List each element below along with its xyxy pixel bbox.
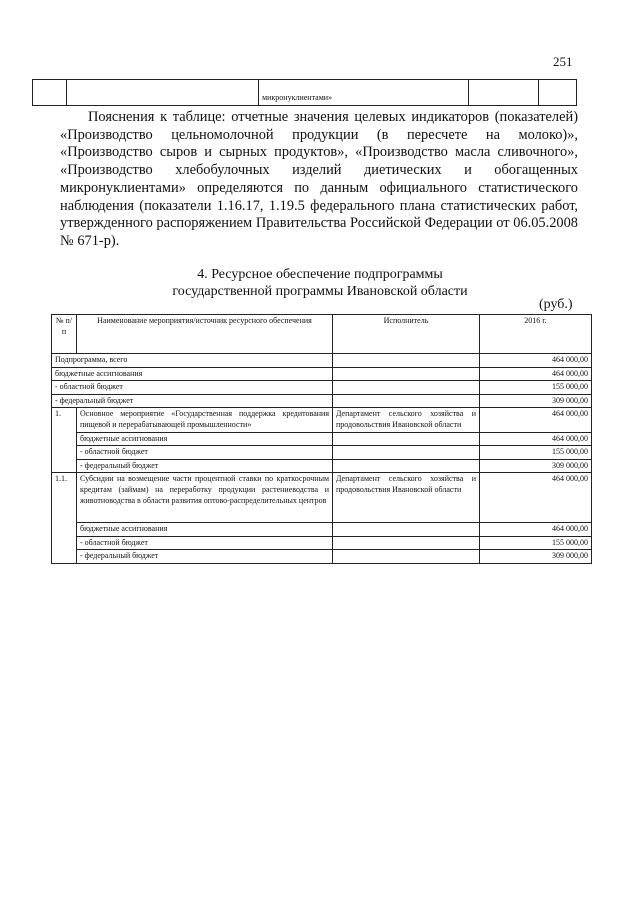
row-num: 1.: [52, 408, 77, 473]
table-header-row: [52, 315, 592, 354]
table-row: [52, 523, 592, 537]
table-row: [52, 381, 592, 395]
measure-value: 464 000,00: [480, 408, 592, 432]
resource-table: [51, 314, 592, 564]
table-explanation-paragraph: Пояснения к таблице: отчетные значения целевых индикаторов (показателей) «Производство цельномолочной продукции (в пересчете на молоко)», «Производство сыров и сырных продуктов», «Производство масла сливочного», «Производство хлебобулочных изделий диетических и обогащенных микронуклиентами» определяются по данным официального статистического наблюдения (показатели 1.16.17, 1.19.5 федерального плана статистических работ, утвержденного распоряжением Правительства Российской Федерации от 06.05.2008 № 671-р).: [60, 109, 578, 249]
table-row: [52, 473, 592, 523]
summary-value: 464 000,00: [480, 367, 592, 381]
table-row: [52, 367, 592, 381]
table-row: [52, 550, 592, 564]
header-num: № п/п: [52, 315, 77, 354]
source-label: - областной бюджет: [77, 536, 333, 550]
header-year: 2016 г.: [480, 315, 592, 354]
fragment-cell: микронуклиентами»: [259, 80, 469, 106]
source-value: 155 000,00: [480, 446, 592, 460]
row-num: 1.1.: [52, 473, 77, 564]
source-value: 155 000,00: [480, 536, 592, 550]
source-label: бюджетные ассигнования: [77, 432, 333, 446]
table-row: [52, 394, 592, 408]
table-row: [52, 536, 592, 550]
measure-executor: Департамент сельского хозяйства и продовольствия Ивановской области: [333, 408, 480, 432]
source-value: 309 000,00: [480, 459, 592, 473]
source-value: 309 000,00: [480, 550, 592, 564]
section-title-line2: государственной программы Ивановской области: [172, 284, 468, 299]
summary-label: - областной бюджет: [52, 381, 333, 395]
table-row: [52, 459, 592, 473]
table-row: [52, 446, 592, 460]
measure-name: Субсидии на возмещение части процентной ставки по краткосрочным кредитам (займам) на переработку продукции растениеводства и животноводства в области развития оптово-распределительных центров: [77, 473, 333, 523]
section-title-line1: 4. Ресурсное обеспечение подпрограммы: [197, 267, 443, 282]
table-row: [52, 354, 592, 368]
source-label: - областной бюджет: [77, 446, 333, 460]
measure-executor: Департамент сельского хозяйства и продовольствия Ивановской области: [333, 473, 480, 523]
summary-label: Подпрограмма, всего: [52, 354, 333, 368]
source-label: - федеральный бюджет: [77, 459, 333, 473]
summary-label: - федеральный бюджет: [52, 394, 333, 408]
summary-label: бюджетные ассигнования: [52, 367, 333, 381]
table-row: [52, 408, 592, 432]
summary-value: 464 000,00: [480, 354, 592, 368]
source-value: 464 000,00: [480, 432, 592, 446]
measure-value: 464 000,00: [480, 473, 592, 523]
source-label: бюджетные ассигнования: [77, 523, 333, 537]
table-row: [52, 432, 592, 446]
section-title: [0, 266, 640, 300]
continuation-table-fragment: [32, 79, 577, 106]
currency-label: (руб.): [539, 297, 573, 312]
source-value: 464 000,00: [480, 523, 592, 537]
measure-name: Основное мероприятие «Государственная поддержка кредитования пищевой и перерабатывающей промышленности»: [77, 408, 333, 432]
summary-value: 309 000,00: [480, 394, 592, 408]
summary-value: 155 000,00: [480, 381, 592, 395]
source-label: - федеральный бюджет: [77, 550, 333, 564]
header-name: Наименование мероприятия/источник ресурсного обеспечения: [77, 315, 333, 354]
page-number: 251: [553, 54, 573, 69]
header-executor: Исполнитель: [333, 315, 480, 354]
